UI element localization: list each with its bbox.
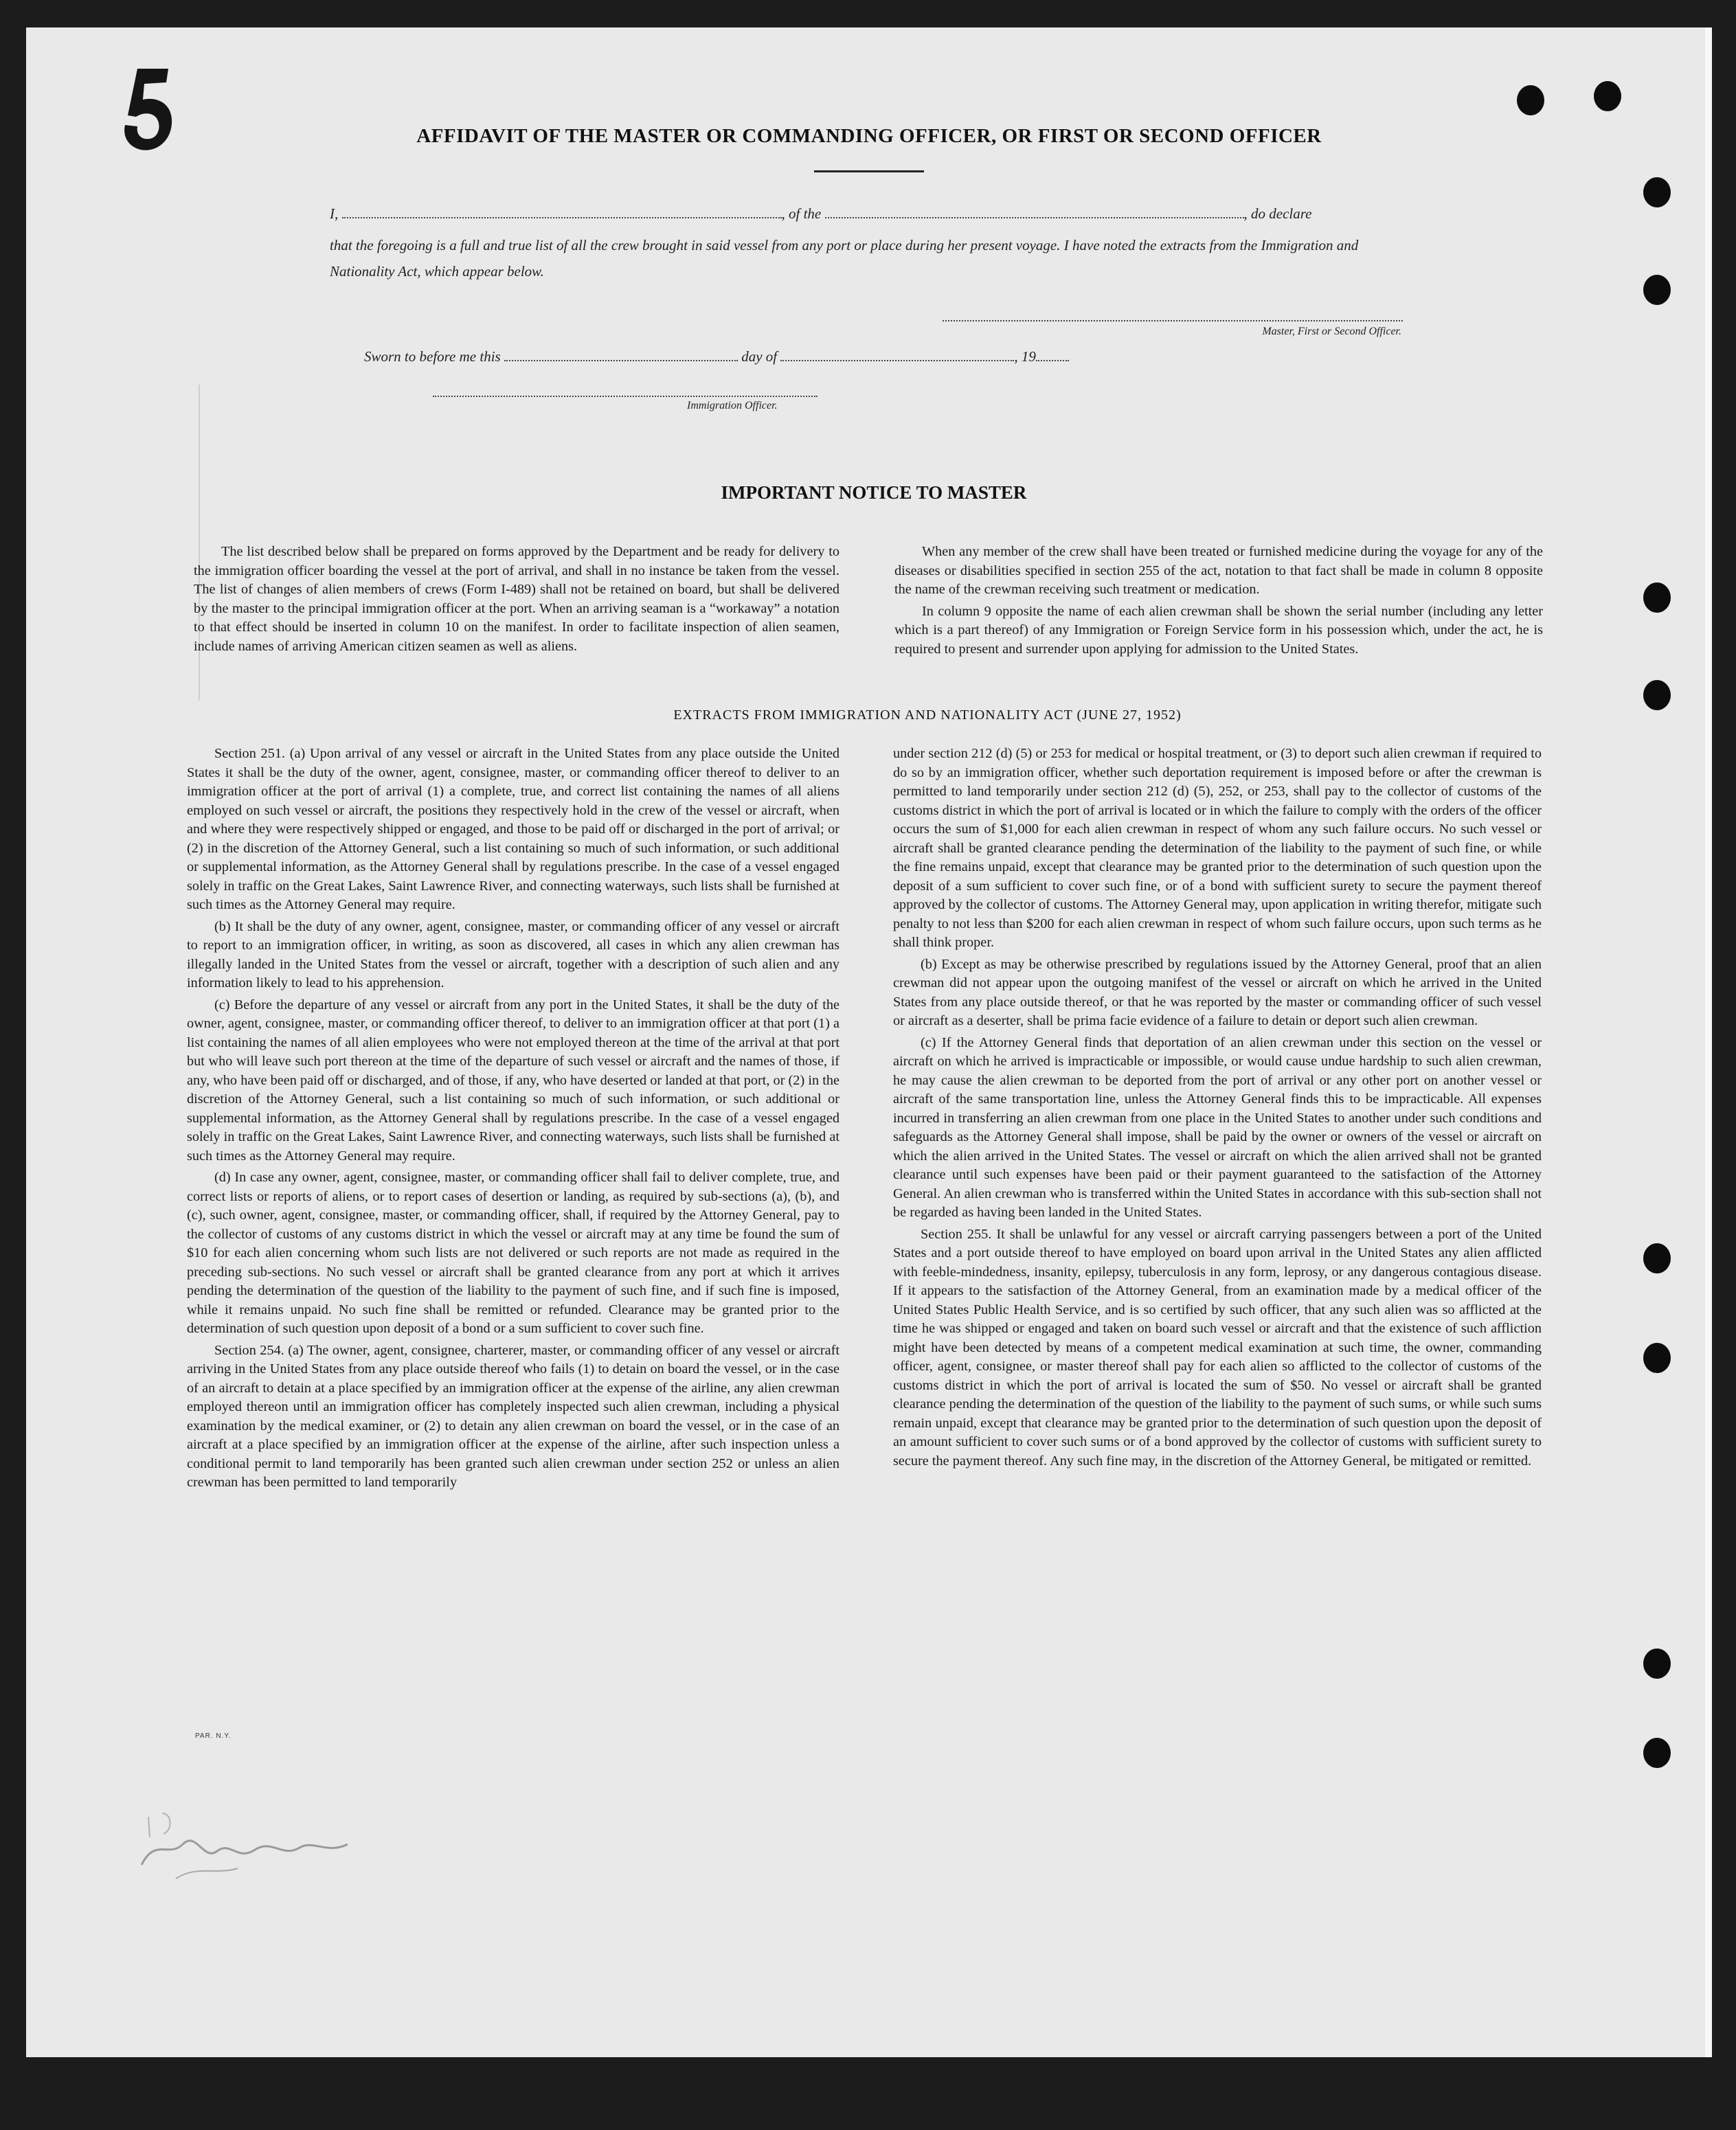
punch-hole [1643, 1343, 1671, 1373]
vessel-name-blank [825, 205, 1244, 218]
declaration-of-the-label: , of the [781, 205, 822, 222]
notice-left-column [194, 543, 839, 656]
declaration-line [330, 205, 1415, 223]
declaration-text: that the foregoing is a full and true list of all the crew brought in said vessel from any port or place during her present voyage. I have noted the extracts from the Immigration and Nationality Act, which appear below. [330, 237, 1359, 280]
master-name-blank [342, 205, 782, 218]
sworn-year-label: , 19 [1014, 348, 1036, 365]
extract-paragraph: (c) Before the departure of any vessel or aircraft from any port in the United States, it shall be the duty of the owner, agent, consignee, master, or commanding officer thereof, to deliver to an immigration officer at that port (1) a list containing the names of all alien employees who were not employed thereon at the time of the arrival at that port but who will leave such port thereon at the time of the departure of such vessel or aircraft and the names of those, if any, who have been paid off or discharged, and of those, if any, who have deserted or landed at that port, or (2) in the discretion of the Attorney General, such a list containing so much of such information, or such additional or supplemental information, as the Attorney General shall by regulations prescribe. In the case of a vessel engaged solely in traffic on the Great Lakes, Saint Lawrence River, and connecting waterways, such lists shall be furnished at such times as the Attorney General may require. [187, 997, 839, 1164]
punch-hole [1643, 1649, 1671, 1679]
notice-paragraph: When any member of the crew shall have been treated or furnished medicine during the voyage for any of the diseases or disabilities specified in section 255 of the act, notation to that fact shall be made in column 8 opposite the name of the crewman receiving such treatment or medication. [894, 544, 1543, 597]
punch-hole [1517, 85, 1544, 115]
extract-paragraph: (b) It shall be the duty of any owner, agent, consignee, master, or commanding officer of any vessel or aircraft to report to an immigration officer, in writing, as soon as discovered, all cases in which any alien crewman has illegally landed in the United States from the vessel or aircraft, together with a description of such alien and any information likely to lead to his apprehension. [187, 918, 839, 990]
punch-hole [1643, 680, 1671, 710]
extract-paragraph: (b) Except as may be otherwise prescribed by regulations issued by the Attorney General, proof that an alien crewman did not appear upon the outgoing manifest of the vessel or aircraft on which he arrived in the United States from any place outside thereof, or that he was reported by the master or commanding officer of such vessel or aircraft as a deserter, shall be prima facie evidence of a failure to detain or deport such alien crewman. [893, 956, 1542, 1028]
extract-paragraph: (c) If the Attorney General finds that deportation of an alien crewman under this section on the vessel or aircraft on which he arrived is impracticable or impossible, or would cause undue hardship to such alien crewman, he may cause the alien crewman to be deported from the port of arrival or any other port on another vessel or aircraft of the same transportation line, unless the Attorney General finds this to be impracticable. All expenses incurred in transferring an alien crewman from one place in the United States to another under such conditions and safeguards as the Attorney General shall impose, shall be paid by the owner or owners of the vessel or aircraft on which the alien arrived in the United States. The vessel or aircraft on which the alien arrived shall not be granted clearance until such expenses have been paid or their payment guaranteed to the satisfaction of the Attorney General. An alien crewman who is transferred within the United States in accordance with this sub-section shall not be regarded as having been landed in the United States. [893, 1034, 1542, 1220]
stamp-mark-icon [117, 62, 179, 158]
handwritten-signature-icon [135, 1796, 368, 1885]
sworn-month-blank [780, 348, 1014, 361]
sworn-line [364, 348, 1188, 365]
printer-code: PAR. N.Y. [195, 1732, 232, 1740]
sworn-day-of-label: day of [741, 348, 778, 365]
extract-paragraph: Section 254. (a) The owner, agent, consignee, charterer, master, or commanding officer of any vessel or aircraft arriving in the United States from any place outside thereof who fails (1) to detain on board the vessel, or in the case of an aircraft to detain at a place specified by an immigration officer at the expense of the airline, any alien crewman employed thereon until an immigration officer has completely inspected such alien crewman, including a physical examination by the medical examiner, or (2) to detain any alien crewman on board the vessel, or in the case of an aircraft at a place specified by an immigration officer at the expense of the airline, after such inspection unless a conditional permit to land temporarily has been granted such alien crewman under section 252 or unless an alien crewman has been permitted to land temporarily [187, 1342, 839, 1490]
declaration-i-label: I, [330, 205, 339, 222]
master-signature-line [943, 320, 1403, 321]
title-divider [814, 170, 924, 172]
extract-paragraph: Section 255. It shall be unlawful for any vessel or aircraft carrying passengers between a port of the United States and a port outside thereof to have employed on board upon arrival in the United States any alien afflicted with feeble-mindedness, insanity, epilepsy, tuberculosis in any form, leprosy, or any dangerous contagious disease. If it appears to the satisfaction of the Attorney General, from an examination made by a medical officer of the United States Public Health Service, and is so certified by such officer, that any such alien was so afflicted at the time he was shipped or engaged and taken on board such vessel or aircraft and that the existence of such affliction might have been detected by means of a competent medical examination at such time, the owner, commanding officer, agent, consignee, or master thereof shall pay for each alien so afflicted to the collector of customs of the customs district in which the port of arrival is located the sum of $50. No vessel or aircraft shall be granted clearance pending the determination of the question of the liability to the payment of such sums, or while such sums remain unpaid, except that clearance may be granted prior to the determination of such question upon the deposit of an amount sufficient to cover such sums or of a bond approved by the collector of customs with sufficient surety to secure the payment thereof. Any such fine may, in the discretion of the Attorney General, be mitigated or remitted. [893, 1226, 1542, 1469]
punch-hole [1643, 275, 1671, 305]
sworn-day-blank [504, 348, 738, 361]
notice-paragraph: In column 9 opposite the name of each alien crewman shall be shown the serial number (including any letter which is a part thereof) of any Immigration or Foreign Service form in his possession which, under the act, he is required to present and surrender upon applying for admission to the United States. [894, 603, 1543, 657]
immigration-officer-caption: Immigration Officer. [687, 400, 778, 411]
affidavit-title: AFFIDAVIT OF THE MASTER OR COMMANDING OFFICER, OR FIRST OR SECOND OFFICER [416, 125, 1322, 147]
extract-paragraph: Section 251. (a) Upon arrival of any vessel or aircraft in the United States from any place outside the United States it shall be the duty of the owner, agent, consignee, master, or commanding officer thereof to deliver to an immigration officer at the port of arrival (1) a complete, true, and correct list containing the names of all aliens employed on such vessel or aircraft, the positions they respectively hold in the crew of the vessel or aircraft, when and where they were respectively shipped or engaged, and those to be paid off or discharged in the port of arrival; or (2) in the discretion of the Attorney General, such a list containing so much of such information, or such additional or supplemental information, as the Attorney General shall by regulations prescribe. In the case of a vessel engaged solely in traffic on the Great Lakes, Saint Lawrence River, and connecting waterways, such lists shall be furnished at such times as the Attorney General may require. [187, 746, 839, 912]
punch-hole [1643, 582, 1671, 613]
sworn-year-blank [1036, 348, 1069, 361]
sheet-edge [1705, 27, 1712, 2057]
notice-right-column [894, 543, 1543, 659]
immigration-officer-signature-line [433, 396, 818, 397]
extract-paragraph: under section 212 (d) (5) or 253 for medical or hospital treatment, or (3) to deport such alien crewman if required to do so by an immigration officer, whether such deportation requirement is imposed before or after the crewman is permitted to land temporarily under section 212 (d) (5), 252, or 253, shall pay to the collector of customs of the customs district in which the port of arrival is located or in which the failure to comply with the orders of the officer occurs the sum of $1,000 for each alien crewman in respect of whom any such failure occurs. No such vessel or aircraft shall be granted clearance pending the determination of the liability to the payment of such fine, or while the fine remains unpaid, except that clearance may be granted prior to the determination of such question upon the deposit of a sum sufficient to cover such fine, or of a bond with sufficient surety to secure the payment thereof approved by the collector of customs. The Attorney General may, upon application in writing therefor, mitigate such penalty to not less than $200 for each alien crewman in respect of whom such failure occurs, upon such terms as he shall think proper. [893, 746, 1542, 950]
punch-hole [1643, 1738, 1671, 1768]
notice-heading: IMPORTANT NOTICE TO MASTER [721, 482, 1027, 503]
punch-hole [1594, 81, 1621, 111]
declaration-do-declare-label: , do declare [1243, 205, 1312, 222]
punch-hole [1643, 177, 1671, 207]
extracts-left-column [187, 745, 839, 1493]
notice-paragraph: The list described below shall be prepared on forms approved by the Department and be ready for delivery to the immigration officer boarding the vessel at the port of arrival, and shall in no instance be taken from the vessel. The list of changes of alien members of crews (Form I-489) shall not be retained on board, but shall be delivered by the master to the principal immigration officer at the port. When an arriving seaman is a “workaway” a notation to that effect should be inserted in column 10 on the manifest. In order to facilitate inspection of alien seamen, include names of arriving American citizen seamen as well as aliens. [194, 544, 839, 654]
master-signature-caption: Master, First or Second Officer. [1262, 326, 1401, 337]
extracts-heading: EXTRACTS FROM IMMIGRATION AND NATIONALITY ACT (JUNE 27, 1952) [673, 707, 1182, 723]
extract-paragraph: (d) In case any owner, agent, consignee, master, or commanding officer shall fail to deliver complete, true, and correct lists or reports of aliens, or to report cases of desertion or landing, as required by sub-sections (a), (b), and (c), such owner, agent, consignee, master, or commanding officer, shall, if required by the Attorney General, pay to the collector of customs of any customs district in which the vessel or aircraft may at any time be found the sum of $10 for each alien concerning whom such lists are not delivered or such reports are not made as required in the preceding sub-sections. No such vessel or aircraft shall be granted clearance from any port at which it arrives pending the determination of the question of the liability to the payment of such fine, and if such fine is imposed, while it remains unpaid. No such fine shall be remitted or refunded. Clearance may be granted prior to the determination of such question upon deposit of a bond or a sum sufficient to cover such fine. [187, 1170, 839, 1336]
extracts-right-column [893, 745, 1542, 1471]
punch-hole [1643, 1243, 1671, 1273]
sworn-prefix: Sworn to before me this [364, 348, 501, 365]
